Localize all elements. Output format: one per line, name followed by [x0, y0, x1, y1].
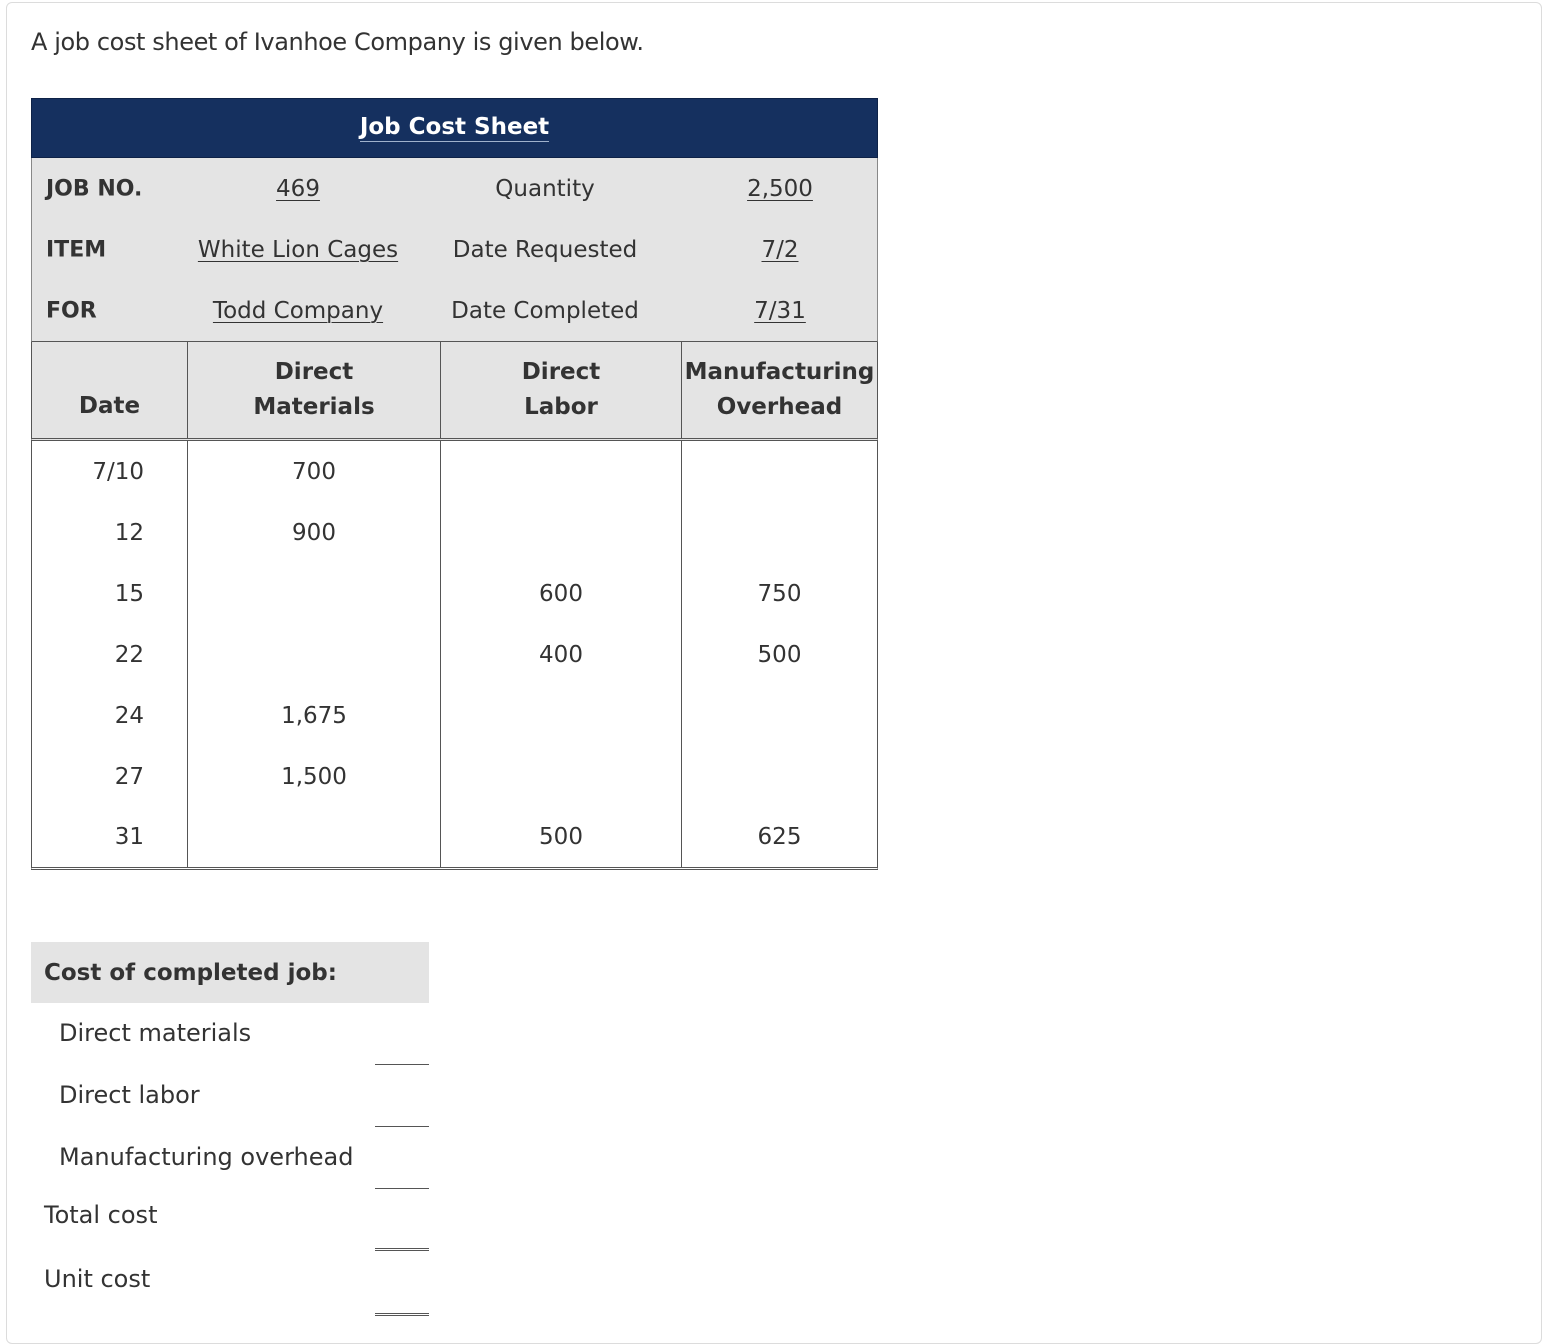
direct-labor-cell: 400: [440, 624, 681, 685]
direct-labor-cell: [440, 502, 681, 563]
total-cost-row: [31, 1189, 429, 1251]
direct-labor-label: Direct labor: [59, 1081, 200, 1109]
manufacturing-overhead-label: Manufacturing overhead: [59, 1143, 354, 1171]
date-cell: 12: [114, 519, 144, 546]
info-row-for: [32, 280, 877, 341]
overhead-cell: 750: [681, 563, 877, 624]
date-cell: 27: [114, 763, 144, 790]
overhead-cell: 500: [681, 624, 877, 685]
direct-labor-row: [31, 1065, 429, 1127]
table-row: [32, 441, 877, 502]
cost-of-completed-job: [31, 942, 429, 1316]
column-header-direct-labor: Direct Labor: [440, 342, 681, 438]
date-completed-value: 7/31: [754, 297, 806, 324]
overhead-cell: [681, 746, 877, 807]
unit-cost-row: [31, 1251, 429, 1316]
column-header-manufacturing-overhead: Manufacturing Overhead: [681, 342, 877, 438]
direct-materials-cell: [187, 624, 440, 685]
date-completed-label: Date Completed: [451, 297, 639, 324]
column-header-direct-materials: Direct Materials: [187, 342, 440, 438]
overhead-cell: 625: [681, 807, 877, 867]
overhead-cell: [681, 685, 877, 746]
cost-entries: [31, 441, 878, 870]
table-row: [32, 502, 877, 563]
table-row: [32, 624, 877, 685]
column-headers: [31, 342, 878, 441]
sheet-title-text: Job Cost Sheet: [359, 114, 550, 140]
item-value: White Lion Cages: [197, 236, 399, 263]
unit-cost-answer-blank[interactable]: [375, 1313, 429, 1316]
date-cell: 31: [114, 824, 144, 850]
item-label: ITEM: [46, 237, 107, 262]
cost-heading: Cost of completed job:: [31, 942, 429, 1003]
sheet-title: [31, 98, 878, 158]
info-row-job-no: [32, 158, 877, 219]
info-row-item: [32, 219, 877, 280]
direct-labor-cell: 500: [440, 807, 681, 867]
direct-materials-cell: 1,500: [187, 746, 440, 807]
table-row: [32, 685, 877, 746]
table-row: [32, 563, 877, 624]
table-row: [32, 746, 877, 807]
for-label: FOR: [46, 298, 97, 323]
direct-labor-cell: 600: [440, 563, 681, 624]
job-no-value: 469: [276, 175, 320, 202]
column-header-date: Date: [78, 393, 141, 419]
direct-materials-row: [31, 1003, 429, 1065]
date-requested-label: Date Requested: [452, 236, 638, 263]
overhead-cell: [681, 502, 877, 563]
direct-materials-cell: [187, 807, 440, 867]
date-cell: 7/10: [92, 458, 144, 485]
date-cell: 22: [114, 641, 144, 668]
direct-materials-cell: [187, 563, 440, 624]
total-cost-label: Total cost: [44, 1201, 158, 1229]
overhead-cell: [681, 441, 877, 502]
direct-labor-cell: [440, 685, 681, 746]
job-no-label: JOB NO.: [46, 176, 143, 201]
direct-materials-label: Direct materials: [59, 1019, 252, 1047]
date-cell: 15: [114, 580, 144, 607]
unit-cost-label: Unit cost: [44, 1265, 151, 1293]
for-value: Todd Company: [212, 297, 384, 324]
date-cell: 24: [114, 702, 144, 729]
direct-labor-cell: [440, 441, 681, 502]
date-requested-value: 7/2: [761, 236, 799, 263]
manufacturing-overhead-row: [31, 1127, 429, 1189]
table-row: [32, 807, 877, 867]
direct-materials-cell: 700: [187, 441, 440, 502]
direct-materials-cell: 1,675: [187, 685, 440, 746]
quantity-label: Quantity: [495, 175, 595, 202]
direct-materials-cell: 900: [187, 502, 440, 563]
job-cost-sheet: [31, 98, 878, 870]
quantity-value: 2,500: [747, 175, 813, 202]
direct-labor-cell: [440, 746, 681, 807]
job-info: [31, 158, 878, 342]
intro-text: A job cost sheet of Ivanhoe Company is given below.: [31, 28, 644, 56]
